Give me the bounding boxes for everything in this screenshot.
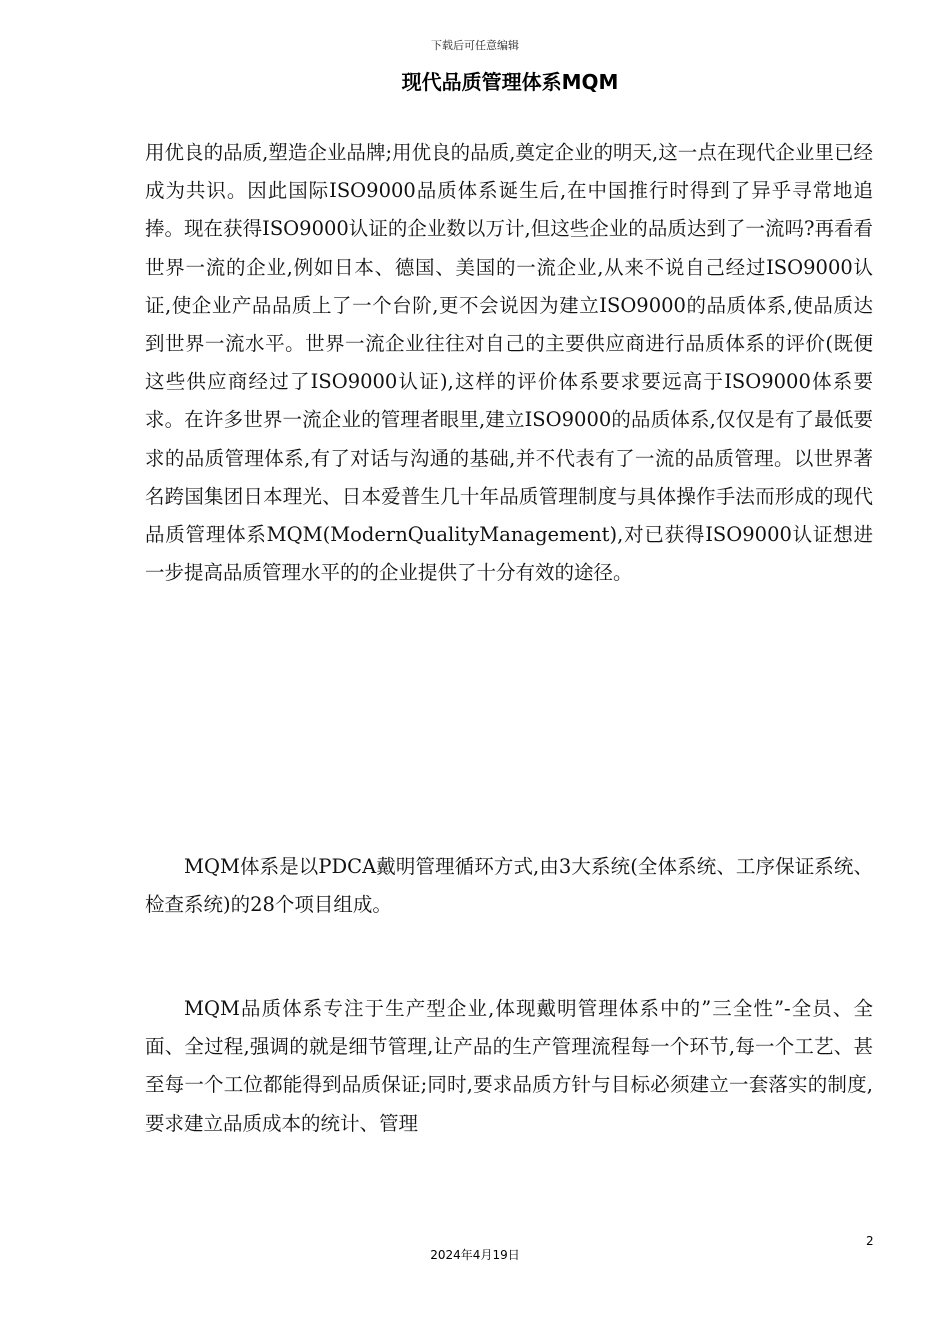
body-paragraph-2: MQM体系是以PDCA戴明管理循环方式,由3大系统(全体系统、工序保证系统、检查系统)的28个项目组成。	[145, 855, 873, 917]
footer-date: 2024年4月19日	[430, 1248, 520, 1262]
document-title: 现代品质管理体系MQM	[401, 70, 619, 94]
body-paragraph-1: 用优良的品质,塑造企业品牌;用优良的品质,奠定企业的明天,这一点在现代企业里已经成为共识。因此国际ISO9000品质体系诞生后,在中国推行时得到了异乎寻常地追捧。现在获得ISO9000认证的企业数以万计,但这些企业的品质达到了一流吗?再看看世界一流的企业,例如日本、德国、美国的一流企业,从来不说自己经过ISO9000认证,使企业产品品质上了一个台阶,更不会说因为建立ISO9000的品质体系,使品质达到世界一流水平。世界一流企业往往对自己的主要供应商进行品质体系的评价(既便这些供应商经过了ISO9000认证),这样的评价体系要求要远高于ISO9000体系要求。在许多世界一流企业的管理者眼里,建立ISO9000的品质体系,仅仅是有了最低要求的品质管理体系,有了对话与沟通的基础,并不代表有了一流的品质管理。以世界著名跨国集团日本理光、日本爱普生几十年品质管理制度与具体操作手法而形成的现代品质管理体系MQM(ModernQualityManagement),对已获得ISO9000认证想进一步提高品质管理水平的的企业提供了十分有效的途径。	[145, 141, 873, 585]
header-note: 下载后可任意编辑	[431, 39, 519, 52]
title-container	[0, 66, 950, 95]
page-number: 2	[866, 1234, 874, 1248]
body-paragraph-3: MQM品质体系专注于生产型企业,体现戴明管理体系中的”三全性”-全员、全面、全过程,强调的就是细节管理,让产品的生产管理流程每一个环节,每一个工艺、甚至每一个工位都能得到品质保证;同时,要求品质方针与目标必须建立一套落实的制度,要求建立品质成本的统计、管理	[145, 997, 873, 1135]
